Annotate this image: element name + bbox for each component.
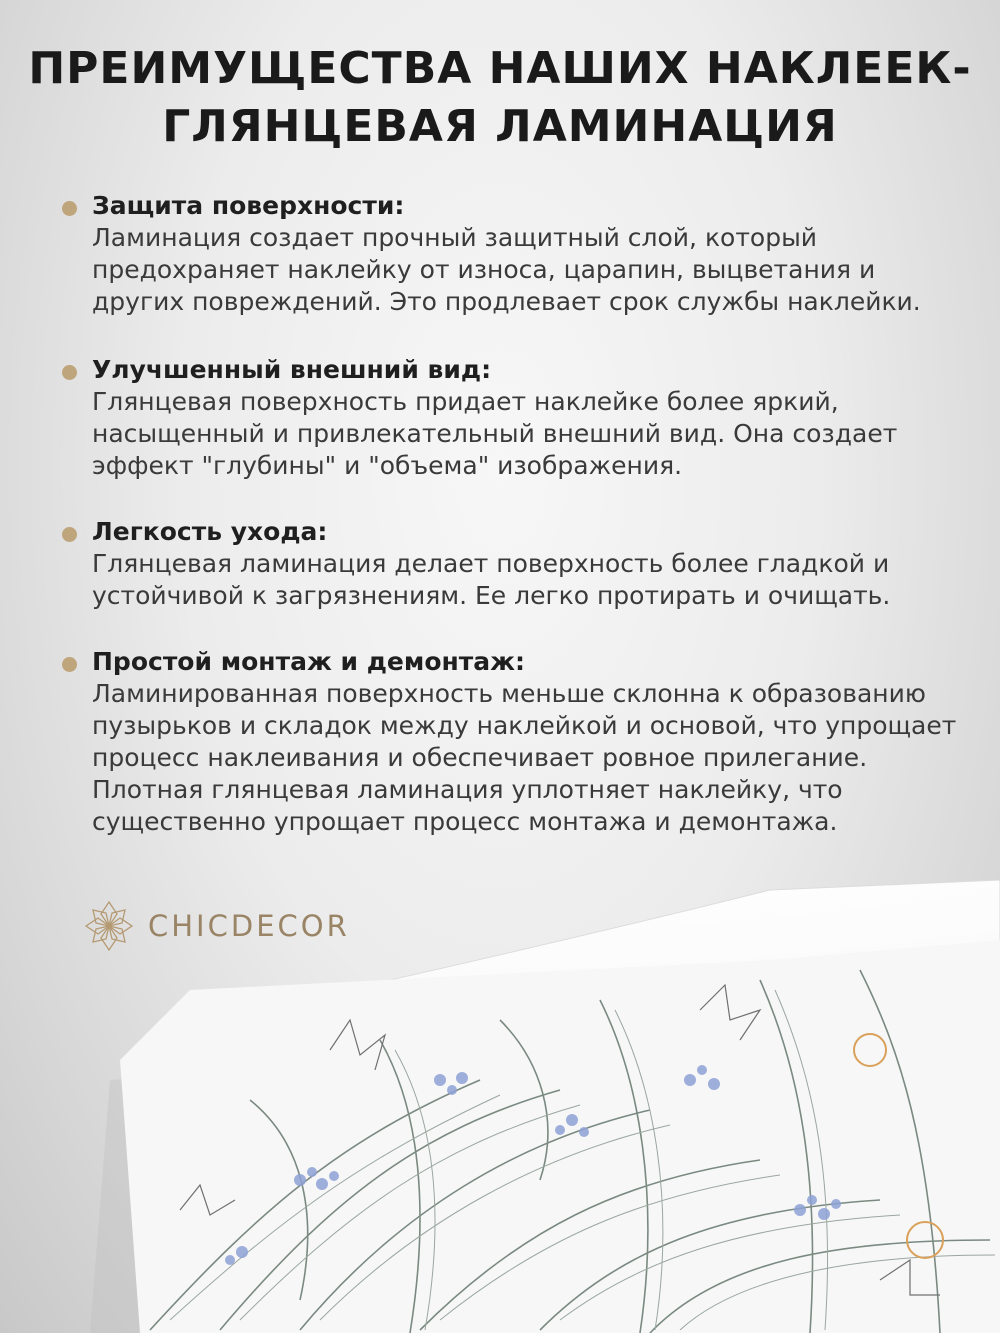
benefit-body-line: Плотная глянцевая ламинация уплотняет наклейку, что xyxy=(92,775,843,804)
benefit-body-line: Глянцевая ламинация делает поверхность более гладкой и xyxy=(92,549,890,578)
bullet-dot xyxy=(62,365,77,380)
benefit-body-line: эффект "глубины" и "объема" изображения. xyxy=(92,451,683,480)
benefit-body-line: процесс наклеивания и обеспечивает ровное прилегание. xyxy=(92,743,868,772)
brand-name: CHICDECOR xyxy=(148,909,350,943)
bullet-dot xyxy=(62,527,77,542)
benefit-body-line: устойчивой к загрязнениям. Ее легко протирать и очищать. xyxy=(92,581,891,610)
benefit-body-line: предохраняет наклейку от износа, царапин, выцветания и xyxy=(92,255,876,284)
benefit-improved-look xyxy=(62,354,897,482)
benefit-body-line: насыщенный и привлекательный внешний вид. Она создает xyxy=(92,419,898,448)
title-line-1: ПРЕИМУЩЕСТВА НАШИХ НАКЛЕЕК- xyxy=(28,43,972,94)
bullet-dot xyxy=(62,657,77,672)
benefit-body-line: пузырьков и складок между наклейкой и основой, что упрощает xyxy=(92,711,957,740)
sticker-illustration xyxy=(0,880,1000,1333)
benefit-easy-care xyxy=(62,516,890,612)
benefit-easy-mounting xyxy=(62,646,956,838)
page-title xyxy=(0,40,1000,156)
benefit-body xyxy=(92,548,890,612)
benefit-body-line: Глянцевая поверхность придает наклейке более яркий, xyxy=(92,387,839,416)
benefit-body-line: Ламинированная поверхность меньше склонна к образованию xyxy=(92,679,926,708)
benefit-body xyxy=(92,678,956,838)
benefit-surface-protection xyxy=(62,190,921,318)
benefit-body xyxy=(92,386,897,482)
benefit-heading: Легкость ухода: xyxy=(92,517,328,546)
benefit-body-line: других повреждений. Это продлевает срок службы наклейки. xyxy=(92,287,921,316)
benefit-body-line: Ламинация создает прочный защитный слой, который xyxy=(92,223,818,252)
title-line-2: ГЛЯНЦЕВАЯ ЛАМИНАЦИЯ xyxy=(162,101,838,152)
benefit-heading: Защита поверхности: xyxy=(92,191,405,220)
bullet-dot xyxy=(62,201,77,216)
benefit-heading: Улучшенный внешний вид: xyxy=(92,355,492,384)
benefit-body-line: существенно упрощает процесс монтажа и демонтажа. xyxy=(92,807,838,836)
benefit-heading: Простой монтаж и демонтаж: xyxy=(92,647,526,676)
benefit-body xyxy=(92,222,921,318)
